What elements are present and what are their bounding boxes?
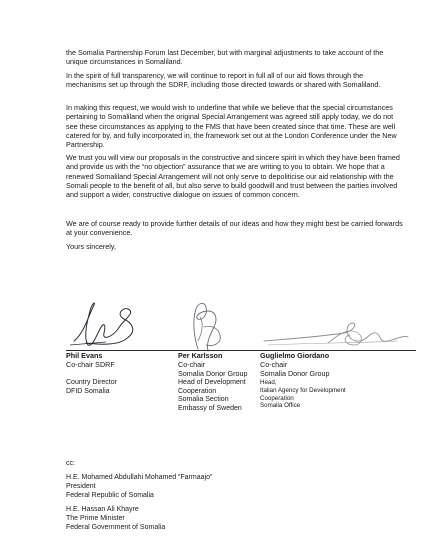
paragraph-1: the Somalia Partnership Forum last December, but with marginal adjustments to take account of the unique circumstances in Somaliland. bbox=[66, 48, 384, 67]
cc-recipient bbox=[66, 505, 366, 532]
recipient-line: Federal Government of Somalia bbox=[66, 524, 166, 531]
signer-title: Co-chair bbox=[260, 360, 288, 369]
closing-salutation: Yours sincerely, bbox=[66, 242, 116, 251]
role-line: Somalia Section bbox=[178, 396, 229, 404]
signer-title-2: Somalia Donor Group bbox=[260, 369, 330, 378]
role-line: Cooperation bbox=[178, 387, 217, 395]
signature-per-karlsson bbox=[184, 297, 228, 353]
signature-block bbox=[66, 295, 416, 378]
signer-title-2: Somalia Donor Group bbox=[178, 369, 248, 378]
role-sweden bbox=[178, 379, 246, 413]
recipient-line: H.E. Hassan Ali Khayre bbox=[66, 506, 139, 513]
role-line: Head, bbox=[260, 379, 277, 386]
paragraph-3: In making this request, we would wish to underline that while we believe that the special circumstances pertaining to Somaliland when the original Special Arrangement was agreed still apply today, we do not see these circumstances as applying to the FMS that have been created since that time. These are well catered for by, and fully incorporated in, the framework set out at the London Conference under the New Partnership. bbox=[66, 103, 397, 150]
letter-body-2 bbox=[66, 71, 404, 90]
recipient-line: The Prime Minister bbox=[66, 515, 125, 522]
letter-body-5 bbox=[66, 219, 404, 238]
role-dfid bbox=[66, 379, 117, 396]
cc-recipient bbox=[66, 473, 366, 500]
signer-title: Co-chair bbox=[178, 360, 206, 369]
signature-guglielmo-giordano bbox=[258, 313, 414, 353]
paragraph-5: We are of course ready to provide further details of our ideas and how they might best be carried forwards at your convenience. bbox=[66, 219, 403, 238]
signer-guglielmo-giordano bbox=[260, 351, 330, 378]
role-line: Embassy of Sweden bbox=[178, 404, 242, 412]
role-line: Cooperation bbox=[260, 394, 294, 402]
recipient-line: H.E. Mohamed Abdullahi Mohamed “Farmaajo” bbox=[66, 474, 213, 481]
cc-label: cc: bbox=[66, 460, 75, 467]
role-italy bbox=[260, 379, 346, 410]
role-line: Somalia Office bbox=[260, 402, 301, 410]
letter-body-4 bbox=[66, 153, 404, 199]
role-line: DFID Somalia bbox=[66, 387, 110, 395]
role-line: Head of Development bbox=[178, 379, 246, 386]
recipient-line: President bbox=[66, 483, 96, 490]
signature-phil-evans bbox=[66, 295, 146, 351]
signer-per-karlsson bbox=[178, 351, 248, 378]
letter-body bbox=[66, 48, 404, 67]
cc-block bbox=[66, 459, 366, 537]
role-line: Italian Agency for Development bbox=[260, 386, 346, 394]
signer-title: Co-chair SDRF bbox=[66, 360, 115, 369]
signer-name: Phil Evans bbox=[66, 351, 103, 360]
signer-name: Guglielmo Giordano bbox=[260, 351, 330, 360]
signer-phil-evans bbox=[66, 351, 115, 369]
paragraph-4: We trust you will view our proposals in the constructive and sincere spirit in which they have been framed and provide us with the “no objection” assurance that we are writing to you to obtain. We hope that a renewed Somaliland Special Arrangement will not only serve to depoliticise our aid relationship with the Somali people to the benefit of all, but also serve to build goodwill and trust between the parties involved and support a wider, constructive dialogue on issues of common concern. bbox=[66, 153, 400, 200]
signer-roles bbox=[66, 379, 416, 439]
paragraph-2: In the spirit of full transparency, we will continue to report in full all of our aid flows through the mechanisms set up through the SDRF, including those directed towards or shared with Somaliland. bbox=[66, 71, 381, 90]
closing-block bbox=[66, 242, 404, 251]
role-line: Country Director bbox=[66, 379, 117, 386]
signer-name: Per Karlsson bbox=[178, 351, 223, 360]
recipient-line: Federal Republic of Somalia bbox=[66, 492, 154, 499]
letter-body-3 bbox=[66, 103, 404, 149]
